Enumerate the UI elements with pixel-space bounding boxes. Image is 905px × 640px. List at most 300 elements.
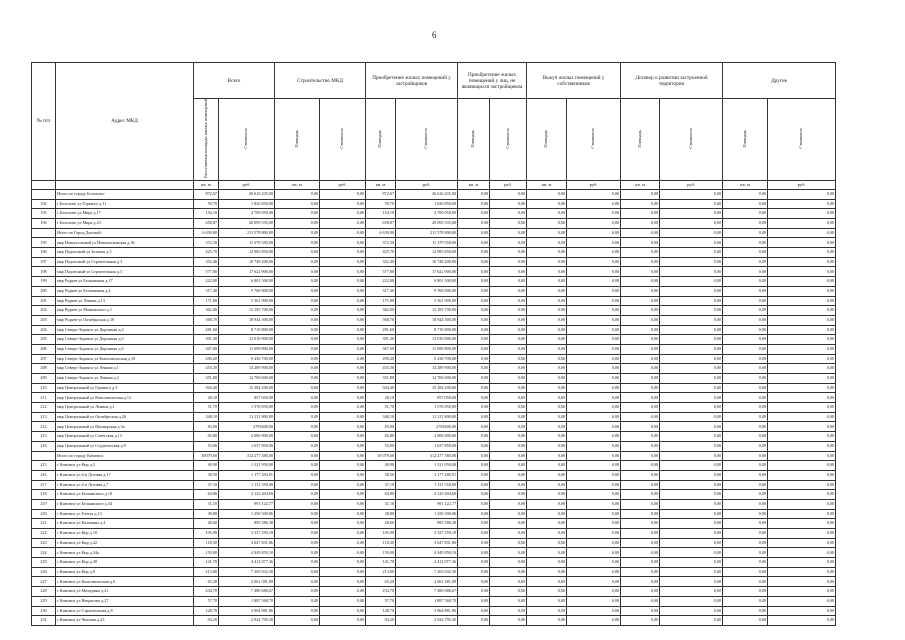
row-other-area: 0,00 <box>723 189 768 199</box>
row-buyout-cost: 0,00 <box>567 306 621 316</box>
row-agreement-area: 0,00 <box>621 209 660 219</box>
row-buyout-area: 0,00 <box>527 306 567 316</box>
row-nondev-cost: 0,00 <box>490 519 527 529</box>
row-construction-cost: 0,00 <box>320 296 366 306</box>
row-agreement-area: 0,00 <box>621 490 660 500</box>
table-row <box>32 606 836 616</box>
row-number: 214 <box>32 422 56 432</box>
subheader-cost: Стоимость <box>320 99 366 181</box>
row-buyout-cost: 0,00 <box>567 403 621 413</box>
row-other-area: 0,00 <box>723 422 768 432</box>
row-construction-area: 0,00 <box>275 383 320 393</box>
row-other-cost: 0,00 <box>768 548 836 558</box>
row-total-area: 352,40 <box>194 257 219 267</box>
row-other-area: 0,00 <box>723 538 768 548</box>
row-agreement-area: 0,00 <box>621 393 660 403</box>
row-agreement-cost: 0,00 <box>660 519 723 529</box>
row-agreement-cost: 0,00 <box>660 567 723 577</box>
row-construction-area: 0,00 <box>275 257 320 267</box>
row-total-cost: 12 983 850,00 <box>219 248 275 258</box>
row-purchase-cost: 7 265 032,30 <box>396 567 458 577</box>
row-nondev-cost: 0,00 <box>490 461 527 471</box>
row-agreement-area: 0,00 <box>621 432 660 442</box>
row-other-area: 0,00 <box>723 364 768 374</box>
row-construction-cost: 0,00 <box>320 558 366 568</box>
row-nondev-cost: 0,00 <box>490 480 527 490</box>
row-address: Итого по городу Кимовск: <box>56 451 194 461</box>
row-nondev-area: 0,00 <box>458 412 490 422</box>
row-agreement-cost: 0,00 <box>660 490 723 500</box>
row-total-cost: 4 413 077,36 <box>219 558 275 568</box>
row-other-area: 0,00 <box>723 558 768 568</box>
row-agreement-area: 0,00 <box>621 470 660 480</box>
row-nondev-area: 0,00 <box>458 470 490 480</box>
row-nondev-cost: 0,00 <box>490 529 527 539</box>
row-number: 194 <box>32 219 56 229</box>
row-nondev-cost: 0,00 <box>490 432 527 442</box>
row-purchase-cost: 2 061 581,89 <box>396 577 458 587</box>
row-agreement-cost: 0,00 <box>660 393 723 403</box>
row-number: 207 <box>32 354 56 364</box>
row-construction-area: 0,00 <box>275 189 320 199</box>
row-nondev-cost: 0,00 <box>490 596 527 606</box>
row-other-area: 0,00 <box>723 470 768 480</box>
row-other-area: 0,00 <box>723 248 768 258</box>
row-other-cost: 0,00 <box>768 470 836 480</box>
row-agreement-cost: 0,00 <box>660 277 723 287</box>
row-buyout-cost: 0,00 <box>567 538 621 548</box>
row-other-cost: 0,00 <box>768 277 836 287</box>
row-construction-cost: 0,00 <box>320 286 366 296</box>
row-total-area: 65,80 <box>194 432 219 442</box>
row-nondev-cost: 0,00 <box>490 393 527 403</box>
row-other-area: 0,00 <box>723 548 768 558</box>
row-other-cost: 0,00 <box>768 364 836 374</box>
row-other-area: 0,00 <box>723 383 768 393</box>
row-purchase-cost: 14 289 900,00 <box>396 364 458 374</box>
row-address: мкр Центральный ул Студенческая д.9 <box>56 441 194 451</box>
row-purchase-area: 171,80 <box>366 296 396 306</box>
row-purchase-area: 105,90 <box>366 529 396 539</box>
row-buyout-area: 0,00 <box>527 567 567 577</box>
row-address: мкр Центральный ул Комсомольская д.12 <box>56 393 194 403</box>
page-number: 6 <box>432 30 437 40</box>
row-total-area: 28,60 <box>194 519 219 529</box>
row-other-cost: 0,00 <box>768 306 836 316</box>
row-construction-area: 0,00 <box>275 529 320 539</box>
row-nondev-cost: 0,00 <box>490 558 527 568</box>
row-purchase-cost: 9 436 700,00 <box>396 354 458 364</box>
row-agreement-area: 0,00 <box>621 451 660 461</box>
row-other-cost: 0,00 <box>768 257 836 267</box>
row-nondev-area: 0,00 <box>458 461 490 471</box>
table-row <box>32 558 836 568</box>
row-total-area: 367,00 <box>194 344 219 354</box>
row-construction-cost: 0,00 <box>320 364 366 374</box>
row-construction-cost: 0,00 <box>320 306 366 316</box>
row-total-cost: 9 760 900,00 <box>219 286 275 296</box>
row-number: 215 <box>32 432 56 442</box>
row-total-cost: 26 616 435,00 <box>219 189 275 199</box>
row-construction-area: 0,00 <box>275 277 320 287</box>
row-total-cost: 2 006 900,00 <box>219 432 275 442</box>
row-purchase-cost: 20 095 535,00 <box>396 219 458 229</box>
row-address: мкр Центральный ул Пионерская д.3а <box>56 422 194 432</box>
table-row <box>32 412 836 422</box>
row-other-area: 0,00 <box>723 509 768 519</box>
row-other-cost: 0,00 <box>768 529 836 539</box>
row-construction-cost: 0,00 <box>320 403 366 413</box>
row-buyout-cost: 0,00 <box>567 499 621 509</box>
table-row <box>32 248 836 258</box>
row-construction-area: 0,00 <box>275 480 320 490</box>
row-agreement-area: 0,00 <box>621 199 660 209</box>
subheader-area: Площадь <box>458 99 490 181</box>
row-nondev-area: 0,00 <box>458 490 490 500</box>
row-agreement-area: 0,00 <box>621 383 660 393</box>
row-agreement-cost: 0,00 <box>660 461 723 471</box>
row-total-area: 391,30 <box>194 335 219 345</box>
row-address: г Болохово ул Мира д.17 <box>56 209 194 219</box>
row-buyout-cost: 0,00 <box>567 509 621 519</box>
row-total-cost: 9 436 700,00 <box>219 354 275 364</box>
row-agreement-cost: 0,00 <box>660 344 723 354</box>
row-other-cost: 0,00 <box>768 209 836 219</box>
row-buyout-area: 0,00 <box>527 277 567 287</box>
row-other-area: 0,00 <box>723 441 768 451</box>
row-purchase-cost: 857 050,00 <box>396 393 458 403</box>
row-other-area: 0,00 <box>723 519 768 529</box>
row-construction-cost: 0,00 <box>320 325 366 335</box>
row-construction-cost: 0,00 <box>320 374 366 384</box>
row-nondev-area: 0,00 <box>458 558 490 568</box>
row-purchase-area: 53,00 <box>366 441 396 451</box>
row-other-area: 0,00 <box>723 490 768 500</box>
row-address: г Кимовск ул Кир д.24а <box>56 548 194 558</box>
row-construction-cost: 0,00 <box>320 228 366 238</box>
row-nondev-area: 0,00 <box>458 296 490 306</box>
subheader-area: Площадь <box>366 99 396 181</box>
row-buyout-cost: 0,00 <box>567 296 621 306</box>
table-row <box>32 393 836 403</box>
row-buyout-cost: 0,00 <box>567 335 621 345</box>
row-nondev-area: 0,00 <box>458 344 490 354</box>
row-total-area: 348,10 <box>194 412 219 422</box>
row-purchase-area: 577,80 <box>366 267 396 277</box>
row-total-cost: 5 361 900,00 <box>219 296 275 306</box>
row-other-area: 0,00 <box>723 219 768 229</box>
row-construction-cost: 0,00 <box>320 335 366 345</box>
row-purchase-area: 362,00 <box>366 306 396 316</box>
row-nondev-area: 0,00 <box>458 257 490 267</box>
row-construction-cost: 0,00 <box>320 596 366 606</box>
row-number: 192 <box>32 199 56 209</box>
row-address: мкр Руднев ул Машовского д.1 <box>56 306 194 316</box>
row-agreement-area: 0,00 <box>621 257 660 267</box>
row-other-cost: 0,00 <box>768 219 836 229</box>
row-total-cost: 1 887 568,70 <box>219 596 275 606</box>
row-address: мкр Центральный ул Ленина д.1 <box>56 403 194 413</box>
header-buyout: Выкуп жилых помещений у собственников <box>527 63 621 99</box>
row-buyout-cost: 0,00 <box>567 199 621 209</box>
row-agreement-cost: 0,00 <box>660 577 723 587</box>
row-agreement-area: 0,00 <box>621 286 660 296</box>
row-construction-cost: 0,00 <box>320 412 366 422</box>
row-purchase-cost: 12 700 600,00 <box>396 374 458 384</box>
row-number: 202 <box>32 306 56 316</box>
row-agreement-area: 0,00 <box>621 238 660 248</box>
row-construction-cost: 0,00 <box>320 248 366 258</box>
row-construction-area: 0,00 <box>275 441 320 451</box>
row-buyout-area: 0,00 <box>527 480 567 490</box>
row-total-area: 31,10 <box>194 499 219 509</box>
subtotal-row <box>32 451 836 461</box>
row-number: 220 <box>32 509 56 519</box>
row-construction-area: 0,00 <box>275 538 320 548</box>
subheader-area: Площадь <box>723 99 768 181</box>
row-purchase-cost: 3 964 881,86 <box>396 606 458 616</box>
row-buyout-cost: 0,00 <box>567 383 621 393</box>
row-other-area: 0,00 <box>723 432 768 442</box>
row-construction-area: 0,00 <box>275 499 320 509</box>
row-number: 213 <box>32 412 56 422</box>
row-other-cost: 0,00 <box>768 199 836 209</box>
row-other-cost: 0,00 <box>768 480 836 490</box>
row-buyout-area: 0,00 <box>527 529 567 539</box>
row-agreement-area: 0,00 <box>621 577 660 587</box>
row-buyout-cost: 0,00 <box>567 480 621 490</box>
row-nondev-cost: 0,00 <box>490 606 527 616</box>
row-buyout-area: 0,00 <box>527 315 567 325</box>
row-total-cost: 20 095 535,00 <box>219 219 275 229</box>
row-other-area: 0,00 <box>723 325 768 335</box>
row-agreement-area: 0,00 <box>621 480 660 490</box>
row-construction-area: 0,00 <box>275 432 320 442</box>
row-nondev-cost: 0,00 <box>490 412 527 422</box>
row-other-cost: 0,00 <box>768 296 836 306</box>
row-other-area: 0,00 <box>723 286 768 296</box>
row-purchase-cost: 18 944 300,00 <box>396 315 458 325</box>
table-row <box>32 480 836 490</box>
row-other-area: 0,00 <box>723 238 768 248</box>
row-nondev-area: 0,00 <box>458 238 490 248</box>
row-agreement-area: 0,00 <box>621 248 660 258</box>
row-address: мкр Центральный ул Октябрьская д.26 <box>56 412 194 422</box>
row-total-area: 154,10 <box>194 209 219 219</box>
row-purchase-area: 372,50 <box>366 238 396 248</box>
table-row <box>32 238 836 248</box>
row-number: 218 <box>32 490 56 500</box>
row-construction-area: 0,00 <box>275 199 320 209</box>
row-address: г Болохово ул Мира д.23 <box>56 219 194 229</box>
row-total-area: 577,80 <box>194 267 219 277</box>
row-total-cost: 312 277 380,00 <box>219 451 275 461</box>
table-row <box>32 509 836 519</box>
row-construction-cost: 0,00 <box>320 383 366 393</box>
row-other-area: 0,00 <box>723 277 768 287</box>
row-total-area: 234,70 <box>194 587 219 597</box>
row-buyout-area: 0,00 <box>527 470 567 480</box>
table-row <box>32 296 836 306</box>
table-row <box>32 364 836 374</box>
row-buyout-cost: 0,00 <box>567 567 621 577</box>
row-total-cost: 14 289 900,00 <box>219 364 275 374</box>
row-agreement-cost: 0,00 <box>660 596 723 606</box>
row-agreement-cost: 0,00 <box>660 441 723 451</box>
row-agreement-area: 0,00 <box>621 538 660 548</box>
row-purchase-cost: 211 578 800,00 <box>396 228 458 238</box>
row-buyout-area: 0,00 <box>527 596 567 606</box>
row-other-area: 0,00 <box>723 267 768 277</box>
row-construction-area: 0,00 <box>275 228 320 238</box>
row-agreement-area: 0,00 <box>621 325 660 335</box>
row-buyout-cost: 0,00 <box>567 577 621 587</box>
row-number: 217 <box>32 480 56 490</box>
row-purchase-cost: 1 177 280,91 <box>396 470 458 480</box>
row-agreement-cost: 0,00 <box>660 209 723 219</box>
row-buyout-area: 0,00 <box>527 189 567 199</box>
row-buyout-cost: 0,00 <box>567 422 621 432</box>
row-purchase-area: 57,70 <box>366 596 396 606</box>
row-purchase-cost: 5 361 900,00 <box>396 296 458 306</box>
row-purchase-cost: 8 710 800,00 <box>396 325 458 335</box>
row-agreement-area: 0,00 <box>621 189 660 199</box>
row-nondev-cost: 0,00 <box>490 354 527 364</box>
row-nondev-cost: 0,00 <box>490 403 527 413</box>
row-other-cost: 0,00 <box>768 238 836 248</box>
row-total-cost: 211 578 800,00 <box>219 228 275 238</box>
row-agreement-cost: 0,00 <box>660 286 723 296</box>
row-nondev-cost: 0,00 <box>490 257 527 267</box>
row-purchase-area: 568,70 <box>366 315 396 325</box>
row-purchase-cost: 26 616 435,00 <box>396 189 458 199</box>
row-other-area: 0,00 <box>723 499 768 509</box>
row-purchase-area: 59,70 <box>366 199 396 209</box>
row-buyout-area: 0,00 <box>527 267 567 277</box>
row-address: г Кимовск ул Бельинского д.34 <box>56 499 194 509</box>
row-total-cost: 2 924 795,30 <box>219 616 275 626</box>
row-buyout-area: 0,00 <box>527 490 567 500</box>
row-purchase-area: 28,10 <box>366 393 396 403</box>
row-total-area: 222,00 <box>194 277 219 287</box>
row-buyout-area: 0,00 <box>527 393 567 403</box>
row-construction-cost: 0,00 <box>320 315 366 325</box>
row-agreement-cost: 0,00 <box>660 199 723 209</box>
row-buyout-cost: 0,00 <box>567 364 621 374</box>
row-address: мкр Северо-Задонск ул Дорожная д.5 <box>56 335 194 345</box>
row-number: 229 <box>32 596 56 606</box>
header-construction: Строительство МКД <box>275 63 366 99</box>
row-purchase-area: 31,10 <box>366 499 396 509</box>
row-other-area: 0,00 <box>723 403 768 413</box>
row-nondev-cost: 0,00 <box>490 219 527 229</box>
row-other-area: 0,00 <box>723 257 768 267</box>
row-other-area: 0,00 <box>723 354 768 364</box>
row-nondev-area: 0,00 <box>458 277 490 287</box>
row-nondev-cost: 0,00 <box>490 616 527 626</box>
row-total-area: 213,00 <box>194 567 219 577</box>
header-other: Другие <box>723 63 836 99</box>
row-total-area: 38,80 <box>194 509 219 519</box>
table-row <box>32 519 836 529</box>
row-total-cost: 1 131 550,00 <box>219 480 275 490</box>
row-construction-area: 0,00 <box>275 519 320 529</box>
row-other-cost: 0,00 <box>768 587 836 597</box>
row-other-cost: 0,00 <box>768 441 836 451</box>
row-construction-area: 0,00 <box>275 325 320 335</box>
row-number: 199 <box>32 277 56 287</box>
row-nondev-area: 0,00 <box>458 248 490 258</box>
row-purchase-area: 348,10 <box>366 412 396 422</box>
row-purchase-area: 658,87 <box>366 219 396 229</box>
row-agreement-area: 0,00 <box>621 606 660 616</box>
row-nondev-area: 0,00 <box>458 441 490 451</box>
row-purchase-cost: 7 480 686,67 <box>396 587 458 597</box>
row-agreement-area: 0,00 <box>621 277 660 287</box>
row-address: мкр Новоугольный ул Новомосковская д.36 <box>56 238 194 248</box>
row-other-area: 0,00 <box>723 344 768 354</box>
row-buyout-cost: 0,00 <box>567 558 621 568</box>
table-row <box>32 422 836 432</box>
row-construction-area: 0,00 <box>275 470 320 480</box>
row-agreement-cost: 0,00 <box>660 248 723 258</box>
row-address: мкр Центральный ул Советская д.13 <box>56 432 194 442</box>
row-number: 200 <box>32 286 56 296</box>
row-address: г Кимовск ул Некрасова д.27 <box>56 596 194 606</box>
row-total-area: 38,50 <box>194 470 219 480</box>
row-purchase-area: 281,60 <box>366 325 396 335</box>
row-other-cost: 0,00 <box>768 616 836 626</box>
row-nondev-area: 0,00 <box>458 567 490 577</box>
row-construction-cost: 0,00 <box>320 480 366 490</box>
row-agreement-cost: 0,00 <box>660 354 723 364</box>
row-total-cost: 11 699 800,00 <box>219 344 275 354</box>
row-agreement-area: 0,00 <box>621 509 660 519</box>
row-construction-cost: 0,00 <box>320 277 366 287</box>
row-nondev-cost: 0,00 <box>490 441 527 451</box>
row-number: 203 <box>32 315 56 325</box>
row-agreement-area: 0,00 <box>621 587 660 597</box>
row-address: Итого по городу Болохово: <box>56 189 194 199</box>
row-other-cost: 0,00 <box>768 403 836 413</box>
row-purchase-cost: 2781600,00 <box>396 422 458 432</box>
row-purchase-area: 234,70 <box>366 587 396 597</box>
row-agreement-area: 0,00 <box>621 529 660 539</box>
table-row <box>32 199 836 209</box>
row-agreement-cost: 0,00 <box>660 587 723 597</box>
row-agreement-area: 0,00 <box>621 558 660 568</box>
row-construction-area: 0,00 <box>275 238 320 248</box>
row-agreement-area: 0,00 <box>621 519 660 529</box>
row-construction-area: 0,00 <box>275 209 320 219</box>
row-total-area: 453,30 <box>194 364 219 374</box>
table-row <box>32 529 836 539</box>
row-total-cost: 3 327 259,18 <box>219 529 275 539</box>
row-construction-area: 0,00 <box>275 306 320 316</box>
row-address: мкр Северо-Задонск ул Комсомольская д.10 <box>56 354 194 364</box>
row-agreement-cost: 0,00 <box>660 325 723 335</box>
row-buyout-area: 0,00 <box>527 548 567 558</box>
row-agreement-area: 0,00 <box>621 567 660 577</box>
row-nondev-area: 0,00 <box>458 267 490 277</box>
row-purchase-area: 222,00 <box>366 277 396 287</box>
row-agreement-cost: 0,00 <box>660 432 723 442</box>
row-total-area: 83,00 <box>194 422 219 432</box>
row-buyout-area: 0,00 <box>527 383 567 393</box>
row-total-area: 37,10 <box>194 480 219 490</box>
table-row <box>32 403 836 413</box>
row-address: мкр Подлесный ул Строительная д.3 <box>56 257 194 267</box>
